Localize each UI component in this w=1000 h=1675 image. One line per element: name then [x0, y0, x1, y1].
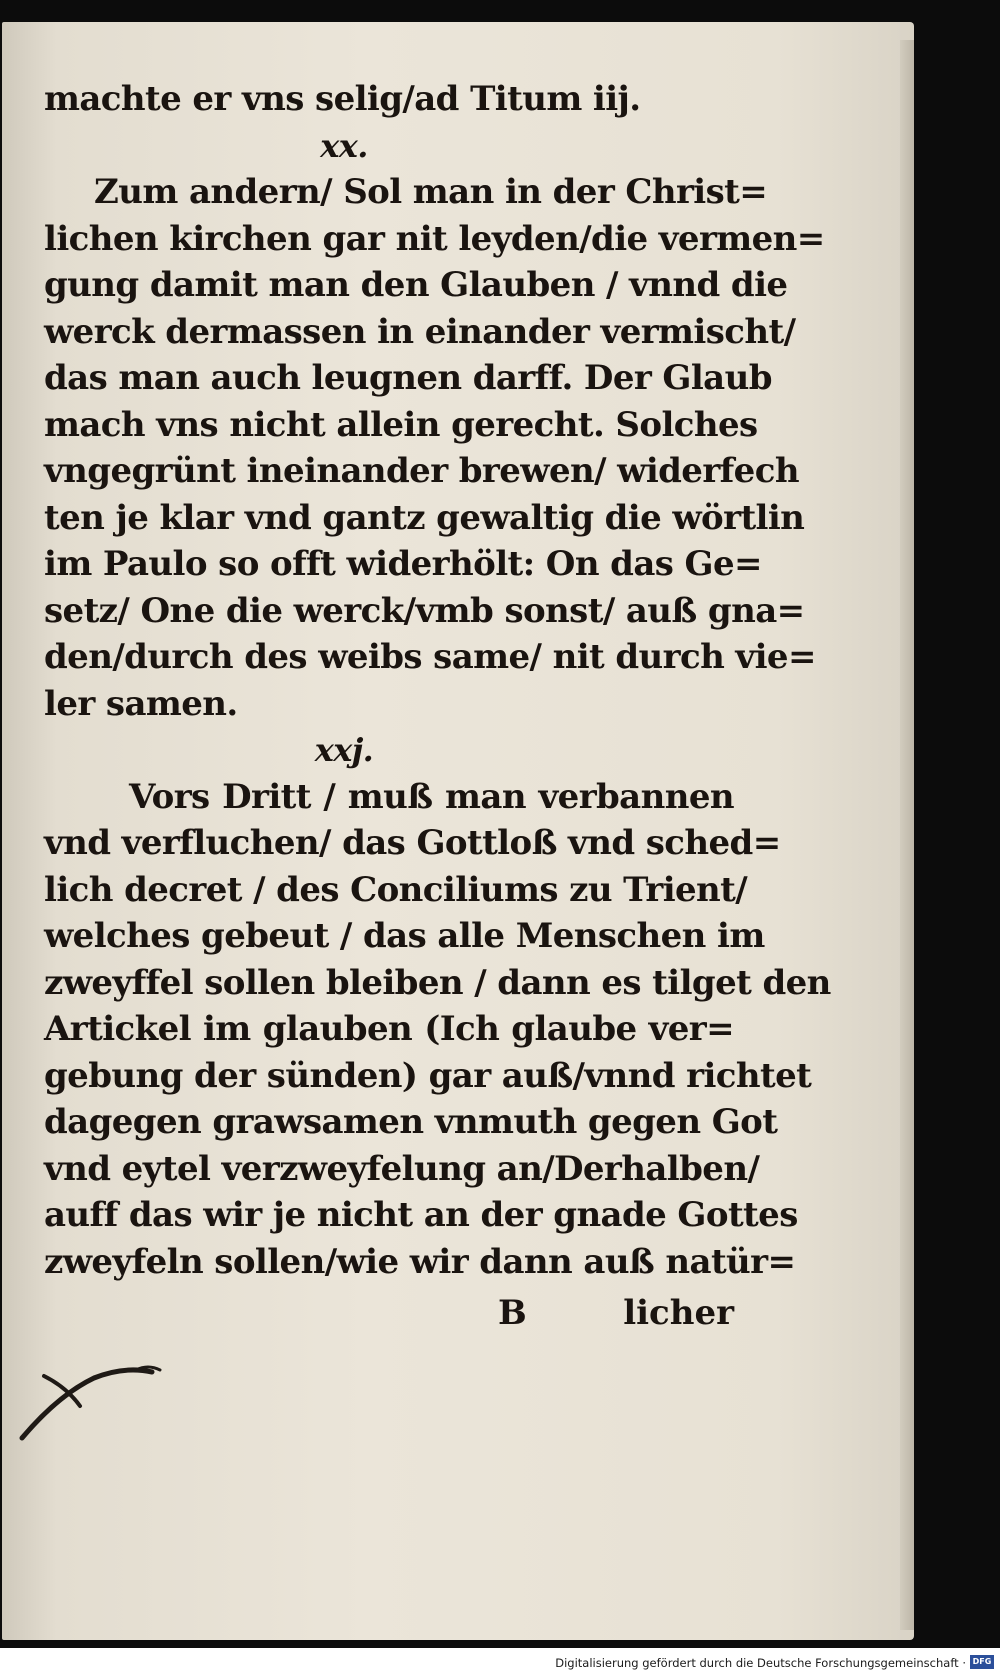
text-line: ten je klar vnd gantz gewaltig die wörtlin: [44, 497, 805, 538]
footer-credit: Digitalisierung gefördert durch die Deutsche Forschungsgemeinschaft ·: [555, 1656, 966, 1670]
text-line: im Paulo so offt widerhölt: On das Ge=: [44, 544, 762, 584]
text-line: auff das wir je nicht an der gnade Gottes: [44, 1195, 798, 1235]
text-line: gebung der sünden) gar auß/vnnd richtet: [44, 1055, 812, 1096]
text-line: lichen kirchen gar nit leyden/die vermen=: [44, 218, 825, 259]
text-line: setz/ One die werck/vmb sonst/ auß gna=: [44, 590, 805, 631]
catchword: licher: [623, 1293, 734, 1333]
text-line: den/durch des weibs same/ nit durch vie=: [44, 637, 816, 677]
text-line: Vors Dritt / muß man verbannen: [129, 776, 734, 817]
text-line: welches gebeut / das alle Menschen im: [44, 916, 765, 956]
section-heading: xx.: [320, 126, 368, 165]
text-line: vngegrünt ineinander brewen/ widerfech: [44, 451, 799, 491]
dfg-logo: DFG: [970, 1655, 994, 1669]
text-line: vnd eytel verzweyfelung an/Derhalben/: [44, 1148, 760, 1189]
text-line: dagegen grawsamen vnmuth gegen Got: [44, 1102, 778, 1142]
text-line: gung damit man den Glauben / vnnd die: [44, 265, 788, 305]
text-line: das man auch leugnen darff. Der Glaub: [44, 358, 772, 398]
text-line: mach vns nicht allein gerecht. Solches: [44, 404, 758, 445]
page-text: [44, 76, 831, 1285]
text-line: Zum andern/ Sol man in der Christ=: [94, 172, 768, 212]
pen-mark-icon: [14, 1352, 164, 1442]
text-line: ler samen.: [44, 683, 238, 724]
text-line: vnd verfluchen/ das Gottloß vnd sched=: [44, 823, 781, 863]
text-line: zweyfeln sollen/wie wir dann auß natür=: [44, 1241, 796, 1282]
text-line: werck dermassen in einander vermischt/: [44, 311, 796, 352]
text-line: lich decret / des Conciliums zu Trient/: [44, 869, 748, 910]
text-line: zweyffel sollen bleiben / dann es tilget den: [44, 962, 831, 1003]
signature-mark: B: [498, 1293, 527, 1333]
signature-line: [482, 1290, 734, 1336]
page-edge: [900, 40, 914, 1630]
section-heading: xxj.: [314, 731, 374, 769]
text-line: Artickel im glauben (Ich glaube ver=: [44, 1009, 734, 1049]
text-line: machte er vns selig/ad Titum iij.: [44, 79, 641, 119]
